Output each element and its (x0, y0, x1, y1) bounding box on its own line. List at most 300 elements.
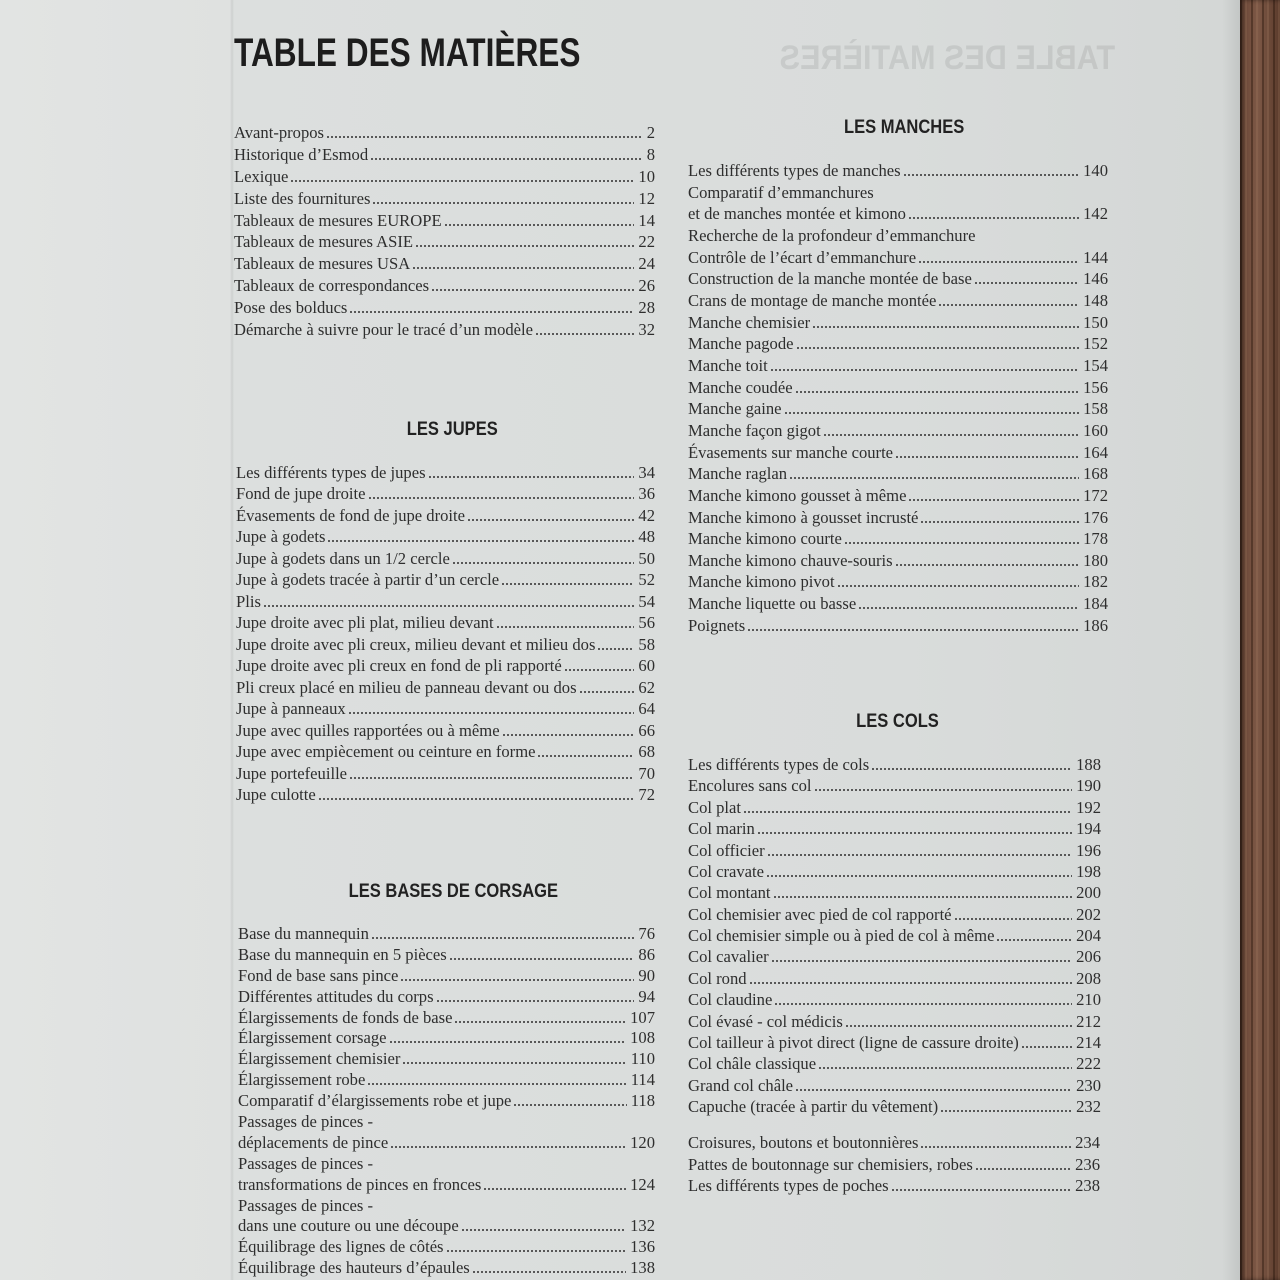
toc-entry (234, 275, 655, 297)
toc-entry-label: Évasements sur manche courte (688, 442, 894, 462)
toc-entry (688, 333, 1108, 355)
toc-entry (688, 290, 1108, 312)
dot-leader (514, 1104, 626, 1106)
dot-leader (401, 979, 634, 981)
toc-page-number: 8 (646, 144, 655, 164)
dot-leader (767, 875, 1072, 877)
toc-entry-label: Liste des fournitures (234, 188, 371, 208)
dot-leader (455, 1021, 626, 1023)
toc-page-number: 210 (1076, 990, 1101, 1010)
dot-leader (328, 540, 634, 542)
toc-entry (236, 612, 655, 633)
dot-leader (796, 391, 1080, 393)
dot-leader (403, 1062, 626, 1064)
toc-entry (236, 655, 655, 676)
toc-page-number: 136 (630, 1237, 655, 1257)
toc-entry-label: Équilibrage des lignes de côtés (238, 1237, 444, 1257)
toc-entry (234, 144, 655, 166)
dot-leader (416, 245, 634, 247)
toc-page-number: 198 (1076, 861, 1101, 881)
dot-leader (819, 1067, 1072, 1069)
toc-page-number: 138 (630, 1258, 655, 1278)
toc-entry (688, 946, 1101, 967)
toc-entry (688, 312, 1108, 334)
toc-entry-label: Jupe droite avec pli plat, milieu devant (236, 613, 494, 633)
toc-entry (234, 188, 655, 210)
toc-entry-label: Élargissement chemisier (238, 1049, 401, 1069)
toc-entry-label: Col plat (688, 797, 742, 817)
toc-entry (238, 1049, 655, 1070)
dot-leader (941, 1110, 1072, 1112)
section-heading-jupes (302, 418, 602, 442)
dot-leader (838, 585, 1080, 587)
toc-entry-label: Encolures sans col (688, 776, 812, 796)
toc-entry (236, 720, 655, 741)
dot-leader (771, 369, 1079, 371)
toc-entry (238, 1258, 655, 1279)
dot-leader (896, 564, 1080, 566)
toc-entry-label: Fond de base sans pince (238, 965, 399, 985)
toc-page-number: 156 (1083, 377, 1108, 397)
toc-page-number: 192 (1076, 797, 1101, 817)
dot-leader (447, 1250, 627, 1252)
toc-page-number: 164 (1083, 442, 1108, 462)
toc-entry (688, 528, 1108, 550)
toc-entry-label: Manche raglan (688, 464, 788, 484)
toc-entry (234, 253, 655, 275)
toc-section-annexes (688, 1132, 1100, 1197)
toc-entry-label: Historique d’Esmod (234, 144, 369, 164)
toc-entry (238, 1112, 655, 1133)
toc-entry-label: Plis (236, 591, 261, 611)
toc-page-number: 172 (1083, 485, 1108, 505)
dot-leader (896, 456, 1079, 458)
toc-page-number: 214 (1076, 1032, 1101, 1052)
toc-entry (238, 1154, 655, 1175)
toc-entry (688, 925, 1101, 946)
toc-entry-label: Comparatif d’élargissements robe et jupe (238, 1091, 512, 1111)
dot-leader (768, 854, 1072, 856)
toc-entry (688, 377, 1108, 399)
toc-page-number: 110 (630, 1049, 655, 1069)
dot-leader (327, 136, 643, 138)
toc-entry (688, 840, 1101, 861)
toc-page-number: 190 (1076, 776, 1101, 796)
toc-page-number: 94 (638, 986, 655, 1006)
toc-entry (236, 569, 655, 590)
dot-leader (373, 202, 634, 204)
section-heading-jupes-text: LES JUPES (406, 419, 498, 440)
toc-entry-label: Élargissement corsage (238, 1028, 387, 1048)
toc-entry (238, 1133, 655, 1154)
dot-leader (445, 224, 635, 226)
toc-page-number: 230 (1076, 1075, 1101, 1095)
dot-leader (462, 1229, 626, 1231)
toc-page-number: 114 (630, 1070, 655, 1090)
dot-leader (291, 180, 634, 182)
toc-page-number: 52 (638, 570, 655, 590)
dot-leader (437, 1000, 635, 1002)
toc-page-number: 118 (630, 1091, 655, 1111)
section-heading-cols (748, 710, 1048, 734)
toc-entry (688, 550, 1108, 572)
toc-page-number: 234 (1075, 1133, 1100, 1152)
toc-entry (688, 615, 1108, 637)
toc-entry-label: Capuche (tracée à partir du vêtement) (688, 1097, 939, 1116)
toc-entry (234, 297, 655, 319)
toc-page-number: 182 (1083, 572, 1108, 592)
toc-page-number: 150 (1083, 312, 1108, 332)
toc-page-number: 24 (638, 254, 655, 274)
toc-entry-label: Jupe à godets dans un 1/2 cercle (236, 548, 450, 568)
toc-page-number: 160 (1083, 420, 1108, 440)
dot-leader (845, 542, 1079, 544)
toc-page-number: 14 (638, 210, 655, 230)
dot-leader (785, 412, 1080, 414)
dot-leader (921, 1146, 1071, 1148)
toc-entry-label: Jupe droite avec pli creux, milieu devant et milieu dos (236, 634, 596, 654)
toc-page-number: 124 (630, 1174, 655, 1194)
section-heading-manches-text: LES MANCHES (843, 117, 965, 138)
toc-entry (238, 924, 655, 945)
toc-page-number: 176 (1083, 507, 1108, 527)
dot-leader (580, 691, 635, 693)
section-heading-manches (754, 116, 1054, 140)
dot-leader (497, 626, 635, 628)
toc-entry (236, 634, 655, 655)
toc-entry (688, 904, 1101, 925)
toc-entry-label: Contrôle de l’écart d’emmanchure (688, 247, 917, 267)
toc-entry-label: Passages de pinces - (238, 1153, 374, 1173)
toc-entry (688, 507, 1108, 529)
toc-page-number: 178 (1083, 529, 1108, 549)
toc-entry (236, 763, 655, 784)
toc-entry-label: Manche coudée (688, 377, 793, 397)
toc-page-number: 64 (638, 699, 655, 719)
toc-entry-label: Les différents types de poches (688, 1176, 889, 1195)
dot-leader (976, 1168, 1071, 1170)
toc-entry (238, 1008, 655, 1029)
toc-page-number: 48 (638, 527, 655, 547)
dot-leader (264, 605, 634, 607)
toc-entry (234, 166, 655, 188)
toc-page-number: 58 (638, 634, 655, 654)
toc-entry (688, 485, 1108, 507)
dot-leader (892, 1189, 1072, 1191)
dot-leader (909, 499, 1079, 501)
dot-leader (796, 1089, 1072, 1091)
wood-surface (1240, 0, 1280, 1280)
toc-entry-label: Col tailleur à pivot direct (ligne de cassure droite) (688, 1032, 1019, 1052)
dot-leader (774, 896, 1073, 898)
toc-entry-label: Recherche de la profondeur d’emmanchure (688, 225, 976, 245)
dot-leader (368, 1083, 626, 1085)
toc-entry-label: Jupe avec quilles rapportées ou à même (236, 720, 500, 740)
toc-entry (236, 698, 655, 719)
toc-entry (238, 1070, 655, 1091)
toc-page-number: 34 (638, 463, 655, 482)
toc-entry-label: Col claudine (688, 990, 773, 1010)
toc-entry-label: Les différents types de manches (688, 161, 901, 180)
toc-entry (688, 989, 1101, 1010)
dot-leader (744, 811, 1072, 813)
toc-entry-label: Évasements de fond de jupe droite (236, 505, 466, 525)
toc-entry-label: Différentes attitudes du corps (238, 986, 434, 1006)
dot-leader (484, 1188, 626, 1190)
toc-entry-label: Jupe à panneaux (236, 699, 346, 719)
toc-page-number: 90 (638, 965, 655, 985)
toc-page-number: 238 (1075, 1176, 1100, 1195)
dot-leader (503, 734, 635, 736)
toc-entry-label: dans une couture ou une découpe (238, 1216, 459, 1236)
toc-entry-label: Tableaux de correspondances (234, 276, 430, 296)
toc-page-number: 194 (1076, 819, 1101, 839)
toc-entry (688, 1154, 1100, 1176)
dot-leader (797, 347, 1080, 349)
toc-page-number: 56 (638, 613, 655, 633)
toc-entry (688, 442, 1108, 464)
toc-page-number: 42 (638, 505, 655, 525)
toc-page-number: 196 (1076, 840, 1101, 860)
toc-page-number: 62 (638, 677, 655, 697)
toc-entry (236, 462, 655, 483)
toc-page-number: 142 (1083, 204, 1108, 224)
toc-entry-label: Col châle classique (688, 1054, 817, 1074)
toc-entry-label: Manche kimono à gousset incrusté (688, 507, 919, 527)
toc-entry (238, 1028, 655, 1049)
dot-leader (813, 326, 1079, 328)
toc-entry (688, 775, 1101, 796)
toc-page-number: 204 (1076, 926, 1101, 945)
toc-entry-label: Col montant (688, 883, 771, 903)
dot-leader (919, 261, 1079, 263)
toc-page-number: 208 (1076, 968, 1101, 988)
dot-leader (502, 583, 634, 585)
toc-entry (688, 593, 1108, 615)
toc-entry-label: Construction de la manche montée de base (688, 269, 972, 289)
toc-page-number: 120 (630, 1132, 655, 1152)
dot-leader (390, 1041, 627, 1043)
toc-entry-label: Passages de pinces - (238, 1195, 374, 1215)
dot-leader (815, 789, 1073, 791)
toc-page-number: 188 (1076, 755, 1101, 774)
toc-entry (238, 945, 655, 966)
dot-leader (772, 960, 1072, 962)
toc-entry-label: Base du mannequin (238, 924, 369, 943)
dot-leader (904, 174, 1080, 176)
toc-entry-label: Manche liquette ou basse (688, 594, 857, 614)
dot-leader (921, 521, 1079, 523)
toc-entry-label: Manche gaine (688, 399, 782, 419)
toc-page-number: 186 (1083, 615, 1108, 635)
toc-page-number: 132 (630, 1216, 655, 1236)
toc-entry (238, 987, 655, 1008)
toc-page-number: 180 (1083, 550, 1108, 570)
dot-leader (1022, 1046, 1072, 1048)
toc-entry-label: Avant-propos (234, 123, 325, 142)
dot-leader (349, 712, 635, 714)
toc-entry-label: Tableaux de mesures ASIE (234, 232, 414, 252)
toc-section-intro (234, 122, 655, 341)
dot-leader (371, 158, 643, 160)
toc-entry (238, 966, 655, 987)
toc-entry (238, 1175, 655, 1196)
dot-leader (750, 982, 1073, 984)
toc-page-number: 148 (1083, 290, 1108, 310)
dot-leader (790, 477, 1079, 479)
toc-entry-label: Jupe avec empiècement ou ceinture en forme (236, 742, 536, 762)
toc-entry (688, 247, 1108, 269)
toc-entry (688, 1011, 1101, 1032)
toc-page-number: 72 (638, 785, 655, 805)
toc-entry-label: Démarche à suivre pour le tracé d’un modèle (234, 320, 534, 340)
toc-entry-label: Grand col châle (688, 1075, 794, 1095)
toc-page-number: 158 (1083, 399, 1108, 419)
toc-entry-label: et de manches montée et kimono (688, 204, 906, 224)
dot-leader (758, 832, 1072, 834)
toc-entry-label: Passages de pinces - (238, 1112, 374, 1132)
page-title: TABLE DES MATIÈRES (234, 31, 581, 75)
toc-entry (236, 784, 655, 805)
toc-entry-label: Les différents types de cols (688, 755, 870, 774)
toc-entry-label: Fond de jupe droite (236, 484, 366, 504)
dot-leader (955, 918, 1073, 920)
toc-entry-label: Col marin (688, 819, 755, 839)
toc-page-number: 68 (638, 742, 655, 762)
toc-entry (688, 1053, 1101, 1074)
toc-entry (688, 968, 1101, 989)
toc-entry-label: Col cavalier (688, 947, 769, 967)
toc-page-number: 146 (1083, 269, 1108, 289)
dot-leader (975, 282, 1079, 284)
toc-entry (688, 160, 1108, 182)
toc-section-jupes (236, 462, 655, 806)
toc-entry (236, 526, 655, 547)
toc-page-number: 107 (630, 1007, 655, 1027)
toc-entry-label: Tableaux de mesures USA (234, 254, 411, 274)
dot-leader (824, 434, 1079, 436)
toc-page-number: 184 (1083, 594, 1108, 614)
toc-section-cols (688, 754, 1101, 1117)
dot-leader (413, 267, 634, 269)
toc-entry-label: Manche chemisier (688, 312, 811, 332)
toc-entry-label: Pose des bolducs (234, 298, 348, 318)
toc-page-number: 222 (1076, 1054, 1101, 1074)
toc-entry (688, 571, 1108, 593)
dot-leader (372, 937, 635, 939)
toc-page-number: 152 (1083, 334, 1108, 354)
toc-page-number: 66 (638, 720, 655, 740)
toc-entry (688, 861, 1101, 882)
toc-entry (688, 398, 1108, 420)
toc-entry (688, 355, 1108, 377)
toc-entry-label: Crans de montage de manche montée (688, 290, 937, 310)
toc-page-number: 154 (1083, 355, 1108, 375)
toc-entry (238, 1091, 655, 1112)
toc-entry (236, 591, 655, 612)
dot-leader (350, 311, 634, 313)
toc-entry-label: Manche toit (688, 355, 768, 375)
toc-entry (234, 319, 655, 341)
toc-entry-label: Jupe culotte (236, 785, 316, 805)
toc-entry (238, 1196, 655, 1217)
toc-entry-label: Base du mannequin en 5 pièces (238, 944, 447, 964)
dot-leader (565, 669, 635, 671)
dot-leader (775, 1003, 1072, 1005)
dot-leader (846, 1025, 1072, 1027)
toc-entry (234, 231, 655, 253)
toc-page-number: 10 (638, 166, 655, 186)
dot-leader (350, 777, 634, 779)
toc-page-number: 36 (638, 484, 655, 504)
toc-entry-label: Les différents types de jupes (236, 463, 426, 482)
toc-page-number: 70 (638, 763, 655, 783)
toc-entry-label: Manche pagode (688, 334, 794, 354)
toc-page-number: 168 (1083, 464, 1108, 484)
toc-page-number: 2 (646, 123, 655, 142)
toc-entry (236, 741, 655, 762)
dot-leader (468, 519, 634, 521)
toc-entry-label: Lexique (234, 166, 289, 186)
toc-page-number: 86 (638, 944, 655, 964)
toc-page-number: 236 (1075, 1154, 1100, 1174)
dot-leader (536, 333, 634, 335)
toc-entry (688, 203, 1108, 225)
toc-entry (688, 463, 1108, 485)
toc-page-number: 32 (638, 320, 655, 340)
dot-leader (432, 289, 634, 291)
dot-leader (450, 958, 635, 960)
toc-section-bases (238, 924, 655, 1279)
toc-page-number: 232 (1076, 1097, 1101, 1116)
toc-entry (688, 797, 1101, 818)
dot-leader (598, 648, 634, 650)
toc-entry-label: Croisures, boutons et boutonnières (688, 1133, 919, 1152)
toc-entry (688, 225, 1108, 247)
toc-entry-label: Jupe droite avec pli creux en fond de pli rapporté (236, 656, 562, 676)
toc-entry-label: Équilibrage des hauteurs d’épaules (238, 1258, 470, 1278)
toc-entry (688, 268, 1108, 290)
toc-entry-label: Col évasé - col médicis (688, 1011, 843, 1031)
toc-entry (234, 122, 655, 144)
toc-entry (236, 483, 655, 504)
toc-entry-label: Manche kimono gousset à même (688, 485, 907, 505)
dot-leader (909, 217, 1079, 219)
toc-page-number: 22 (638, 232, 655, 252)
toc-page-number: 54 (638, 591, 655, 611)
toc-entry (234, 210, 655, 232)
toc-entry (688, 1132, 1100, 1154)
toc-entry (688, 754, 1101, 775)
toc-entry (238, 1216, 655, 1237)
toc-entry (236, 505, 655, 526)
dot-leader (429, 476, 635, 478)
toc-entry (688, 818, 1101, 839)
toc-entry (688, 420, 1108, 442)
toc-entry (688, 1075, 1101, 1096)
toc-entry (688, 882, 1101, 903)
toc-page-number: 202 (1076, 904, 1101, 924)
toc-page-number: 76 (638, 924, 655, 943)
toc-entry (688, 1175, 1100, 1197)
toc-page-number: 12 (638, 188, 655, 208)
toc-entry-label: Comparatif d’emmanchures (688, 182, 874, 202)
toc-entry-label: transformations de pinces en fronces (238, 1174, 482, 1194)
toc-page-number: 60 (638, 656, 655, 676)
toc-entry-label: Tableaux de mesures EUROPE (234, 210, 442, 230)
dot-leader (453, 562, 635, 564)
toc-entry-label: Col chemisier avec pied de col rapporté (688, 904, 952, 924)
